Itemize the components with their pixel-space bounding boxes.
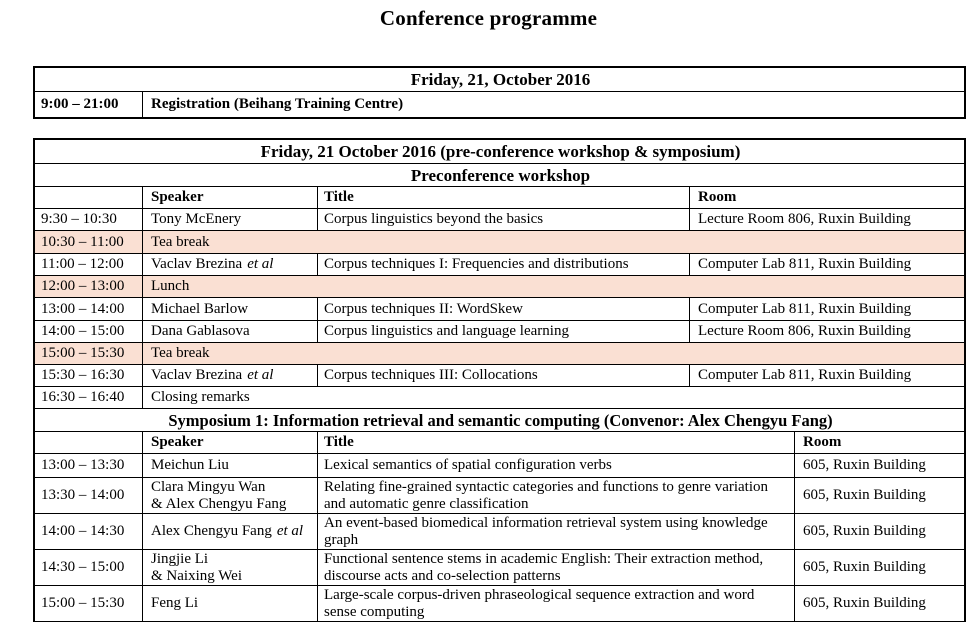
symposium-column-header-title: Title [317, 432, 794, 453]
session-time: 15:30 – 16:30 [41, 367, 125, 383]
symposium-section-title: Symposium 1: Information retrieval and semantic computing (Convenor: Alex Chengyu Fang) [168, 410, 833, 430]
registration-table-header: Friday, 21, October 2016 [410, 70, 591, 89]
symposium-session-row [35, 585, 964, 621]
session-room: 605, Ruxin Building [794, 550, 964, 585]
session-speaker: Michael Barlow [142, 298, 317, 320]
session-title: Corpus linguistics beyond the basics [317, 209, 689, 230]
session-speaker: Alex Chengyu Fang et al [142, 514, 317, 549]
session-speaker: Jingjie Li & Naixing Wei [142, 550, 317, 585]
symposium-column-header-time-empty [35, 432, 142, 453]
session-room: Computer Lab 811, Ruxin Building [689, 365, 964, 386]
registration-table [33, 66, 966, 119]
session-speaker: Feng Li [142, 586, 317, 621]
workshop-column-header-time-empty [35, 187, 142, 208]
session-title: Large-scale corpus-driven phraseological sequence extraction and word sense computing [317, 586, 794, 621]
session-time: 14:00 – 15:00 [41, 323, 125, 339]
programme-table [33, 138, 966, 622]
registration-row [35, 91, 964, 117]
symposium-session-row [35, 549, 964, 585]
programme-table-header: Friday, 21 October 2016 (pre-conference workshop & symposium) [260, 142, 741, 161]
session-speaker: Tony McEnery [142, 209, 317, 230]
session-time: 13:00 – 14:00 [41, 300, 125, 317]
workshop-column-header-room: Room [689, 187, 964, 208]
session-speaker: Meichun Liu [142, 454, 317, 477]
session-time: 13:30 – 14:00 [41, 487, 125, 503]
session-room: 605, Ruxin Building [794, 478, 964, 513]
session-room: Lecture Room 806, Ruxin Building [689, 321, 964, 342]
session-time: 9:30 – 10:30 [41, 211, 117, 227]
session-room: 605, Ruxin Building [794, 586, 964, 621]
workshop-section-title-row [35, 163, 964, 186]
session-title: Lexical semantics of spatial configuration verbs [317, 454, 794, 477]
session-time: 16:30 – 16:40 [41, 389, 125, 405]
session-title: Functional sentence stems in academic English: Their extraction method, discourse acts and co-selection patterns [317, 550, 794, 585]
workshop-section-title: Preconference workshop [410, 165, 591, 185]
symposium-column-header-room: Room [794, 432, 964, 453]
session-speaker: Vaclav Brezina et al [142, 365, 317, 386]
registration-time: 9:00 – 21:00 [41, 96, 119, 112]
session-speaker: Dana Gablasova [142, 321, 317, 342]
page-title: Conference programme [379, 6, 598, 30]
workshop-session-row [35, 364, 964, 386]
registration-table-header-row [35, 68, 964, 91]
session-title: An event-based biomedical information retrieval system using knowledge graph [317, 514, 794, 549]
session-title: Corpus techniques III: Collocations [317, 365, 689, 386]
session-room: 605, Ruxin Building [794, 454, 964, 477]
symposium-session-row [35, 453, 964, 477]
session-speaker: Clara Mingyu Wan & Alex Chengyu Fang [142, 478, 317, 513]
workshop-session-row [35, 320, 964, 342]
symposium-session-row [35, 513, 964, 549]
session-time: 14:00 – 14:30 [41, 523, 125, 539]
session-room: Lecture Room 806, Ruxin Building [689, 209, 964, 230]
workshop-column-header-row [35, 186, 964, 208]
session-title: Corpus techniques I: Frequencies and distributions [317, 254, 689, 275]
session-room: 605, Ruxin Building [794, 514, 964, 549]
session-time: 11:00 – 12:00 [41, 256, 124, 272]
workshop-session-row [35, 253, 964, 275]
break-time: 15:00 – 15:30 [35, 343, 142, 364]
session-time: 13:00 – 13:30 [41, 457, 125, 473]
et-al-suffix: et al [276, 523, 304, 539]
symposium-column-header-row [35, 431, 964, 453]
break-label: Tea break [142, 343, 964, 364]
session-title: Corpus linguistics and language learning [317, 321, 689, 342]
symposium-session-row [35, 477, 964, 513]
workshop-session-row [35, 208, 964, 230]
symposium-section-title-row [35, 408, 964, 431]
session-title: Corpus techniques II: WordSkew [317, 298, 689, 320]
et-al-suffix: et al [247, 256, 274, 272]
registration-text: Registration (Beihang Training Centre) [142, 92, 964, 117]
session-time: 15:00 – 15:30 [41, 595, 125, 611]
break-time: 12:00 – 13:00 [35, 276, 142, 297]
tea-break-row [35, 342, 964, 364]
session-title: Relating fine-grained syntactic categories and functions to genre variation and automatic genre classification [317, 478, 794, 513]
session-room: Computer Lab 811, Ruxin Building [689, 254, 964, 275]
session-speaker: Vaclav Brezina et al [142, 254, 317, 275]
tea-break-row [35, 230, 964, 253]
lunch-row [35, 275, 964, 297]
break-label: Lunch [142, 276, 964, 297]
session-room: Computer Lab 811, Ruxin Building [689, 298, 964, 320]
closing-remarks-row [35, 386, 964, 408]
break-label: Tea break [142, 231, 964, 253]
closing-remarks-label: Closing remarks [142, 387, 964, 408]
workshop-column-header-title: Title [317, 187, 689, 208]
session-time: 14:30 – 15:00 [41, 559, 125, 575]
programme-table-header-row [35, 140, 964, 163]
et-al-suffix: et al [247, 367, 274, 383]
symposium-column-header-speaker: Speaker [142, 432, 317, 453]
workshop-column-header-speaker: Speaker [142, 187, 317, 208]
workshop-session-row [35, 297, 964, 320]
break-time: 10:30 – 11:00 [35, 231, 142, 253]
